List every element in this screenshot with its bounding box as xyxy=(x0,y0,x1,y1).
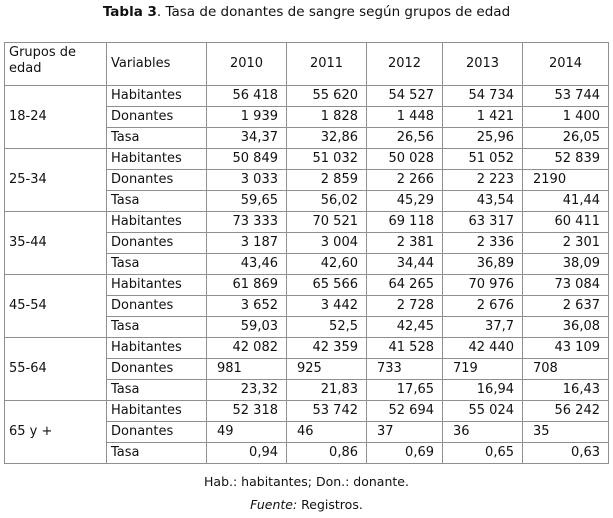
table-row xyxy=(5,338,609,359)
value-cell: 35 xyxy=(523,422,609,443)
value-cell: 1 421 xyxy=(443,107,523,128)
value-cell: 52,5 xyxy=(287,317,367,338)
value-cell: 37 xyxy=(367,422,443,443)
variable-cell: Tasa xyxy=(107,254,207,275)
header-variables: Variables xyxy=(107,43,207,86)
value-cell: 25,96 xyxy=(443,128,523,149)
value-cell: 53 744 xyxy=(523,86,609,107)
age-group-cell: 65 y + xyxy=(5,401,107,464)
value-cell: 65 566 xyxy=(287,275,367,296)
variable-cell: Habitantes xyxy=(107,212,207,233)
source-note xyxy=(0,497,613,512)
value-cell: 64 265 xyxy=(367,275,443,296)
variable-cell: Donantes xyxy=(107,170,207,191)
value-cell: 43,54 xyxy=(443,191,523,212)
value-cell: 2 728 xyxy=(367,296,443,317)
table-body xyxy=(5,86,609,464)
source-text: Registros. xyxy=(297,497,363,512)
value-cell: 2 223 xyxy=(443,170,523,191)
value-cell: 1 448 xyxy=(367,107,443,128)
value-cell: 51 032 xyxy=(287,149,367,170)
blood-donor-table xyxy=(4,42,609,464)
value-cell: 36,08 xyxy=(523,317,609,338)
value-cell: 34,37 xyxy=(207,128,287,149)
value-cell: 733 xyxy=(367,359,443,380)
value-cell: 36,89 xyxy=(443,254,523,275)
value-cell: 2 637 xyxy=(523,296,609,317)
value-cell: 73 084 xyxy=(523,275,609,296)
value-cell: 38,09 xyxy=(523,254,609,275)
variable-cell: Tasa xyxy=(107,380,207,401)
value-cell: 42 359 xyxy=(287,338,367,359)
value-cell: 56 242 xyxy=(523,401,609,422)
value-cell: 43 109 xyxy=(523,338,609,359)
value-cell: 34,44 xyxy=(367,254,443,275)
value-cell: 2 336 xyxy=(443,233,523,254)
header-year: 2011 xyxy=(287,43,367,86)
value-cell: 981 xyxy=(207,359,287,380)
variable-cell: Habitantes xyxy=(107,86,207,107)
value-cell: 1 400 xyxy=(523,107,609,128)
variable-cell: Habitantes xyxy=(107,338,207,359)
value-cell: 46 xyxy=(287,422,367,443)
header-year: 2012 xyxy=(367,43,443,86)
variable-cell: Tasa xyxy=(107,443,207,464)
variable-cell: Donantes xyxy=(107,107,207,128)
value-cell: 32,86 xyxy=(287,128,367,149)
value-cell: 2 301 xyxy=(523,233,609,254)
table-caption xyxy=(0,4,613,20)
value-cell: 42,45 xyxy=(367,317,443,338)
value-cell: 61 869 xyxy=(207,275,287,296)
abbreviations-note: Hab.: habitantes; Don.: donante. xyxy=(204,474,409,489)
value-cell: 2 266 xyxy=(367,170,443,191)
value-cell: 69 118 xyxy=(367,212,443,233)
value-cell: 53 742 xyxy=(287,401,367,422)
value-cell: 42,60 xyxy=(287,254,367,275)
value-cell: 0,94 xyxy=(207,443,287,464)
value-cell: 52 839 xyxy=(523,149,609,170)
value-cell: 3 187 xyxy=(207,233,287,254)
value-cell: 2 381 xyxy=(367,233,443,254)
variable-cell: Habitantes xyxy=(107,149,207,170)
age-group-cell: 55-64 xyxy=(5,338,107,401)
value-cell: 16,94 xyxy=(443,380,523,401)
variable-cell: Donantes xyxy=(107,359,207,380)
value-cell: 2 676 xyxy=(443,296,523,317)
value-cell: 26,05 xyxy=(523,128,609,149)
table-row xyxy=(5,401,609,422)
value-cell: 3 033 xyxy=(207,170,287,191)
value-cell: 36 xyxy=(443,422,523,443)
value-cell: 0,69 xyxy=(367,443,443,464)
table-row xyxy=(5,86,609,107)
value-cell: 55 620 xyxy=(287,86,367,107)
value-cell: 73 333 xyxy=(207,212,287,233)
age-group-cell: 35-44 xyxy=(5,212,107,275)
value-cell: 54 734 xyxy=(443,86,523,107)
value-cell: 0,86 xyxy=(287,443,367,464)
variable-cell: Tasa xyxy=(107,191,207,212)
value-cell: 17,65 xyxy=(367,380,443,401)
table-header-row xyxy=(5,43,609,86)
value-cell: 49 xyxy=(207,422,287,443)
value-cell: 63 317 xyxy=(443,212,523,233)
value-cell: 41,44 xyxy=(523,191,609,212)
value-cell: 41 528 xyxy=(367,338,443,359)
value-cell: 50 849 xyxy=(207,149,287,170)
value-cell: 70 521 xyxy=(287,212,367,233)
value-cell: 708 xyxy=(523,359,609,380)
value-cell: 59,65 xyxy=(207,191,287,212)
variable-cell: Tasa xyxy=(107,128,207,149)
table-caption-label: Tabla 3 xyxy=(102,4,157,20)
value-cell: 70 976 xyxy=(443,275,523,296)
table-row xyxy=(5,212,609,233)
value-cell: 43,46 xyxy=(207,254,287,275)
header-year: 2013 xyxy=(443,43,523,86)
variable-cell: Tasa xyxy=(107,317,207,338)
table-row xyxy=(5,275,609,296)
value-cell: 56 418 xyxy=(207,86,287,107)
age-group-cell: 45-54 xyxy=(5,275,107,338)
value-cell: 45,29 xyxy=(367,191,443,212)
value-cell: 1 939 xyxy=(207,107,287,128)
value-cell: 0,65 xyxy=(443,443,523,464)
variable-cell: Donantes xyxy=(107,233,207,254)
source-label: Fuente: xyxy=(250,497,298,512)
value-cell: 52 694 xyxy=(367,401,443,422)
value-cell: 55 024 xyxy=(443,401,523,422)
value-cell: 3 004 xyxy=(287,233,367,254)
value-cell: 59,03 xyxy=(207,317,287,338)
header-group: Grupos de edad xyxy=(5,43,107,86)
value-cell: 51 052 xyxy=(443,149,523,170)
value-cell: 3 652 xyxy=(207,296,287,317)
age-group-cell: 25-34 xyxy=(5,149,107,212)
value-cell: 719 xyxy=(443,359,523,380)
value-cell: 2 859 xyxy=(287,170,367,191)
value-cell: 54 527 xyxy=(367,86,443,107)
value-cell: 925 xyxy=(287,359,367,380)
value-cell: 42 440 xyxy=(443,338,523,359)
value-cell: 52 318 xyxy=(207,401,287,422)
variable-cell: Donantes xyxy=(107,296,207,317)
value-cell: 42 082 xyxy=(207,338,287,359)
value-cell: 56,02 xyxy=(287,191,367,212)
value-cell: 23,32 xyxy=(207,380,287,401)
table-row xyxy=(5,149,609,170)
value-cell: 60 411 xyxy=(523,212,609,233)
value-cell: 26,56 xyxy=(367,128,443,149)
value-cell: 3 442 xyxy=(287,296,367,317)
variable-cell: Habitantes xyxy=(107,275,207,296)
value-cell: 0,63 xyxy=(523,443,609,464)
value-cell: 21,83 xyxy=(287,380,367,401)
header-year: 2010 xyxy=(207,43,287,86)
variable-cell: Habitantes xyxy=(107,401,207,422)
value-cell: 50 028 xyxy=(367,149,443,170)
value-cell: 2190 xyxy=(523,170,609,191)
age-group-cell: 18-24 xyxy=(5,86,107,149)
variable-cell: Donantes xyxy=(107,422,207,443)
value-cell: 1 828 xyxy=(287,107,367,128)
header-year: 2014 xyxy=(523,43,609,86)
value-cell: 37,7 xyxy=(443,317,523,338)
table-caption-text: . Tasa de donantes de sangre según grupos de edad xyxy=(156,4,511,20)
value-cell: 16,43 xyxy=(523,380,609,401)
